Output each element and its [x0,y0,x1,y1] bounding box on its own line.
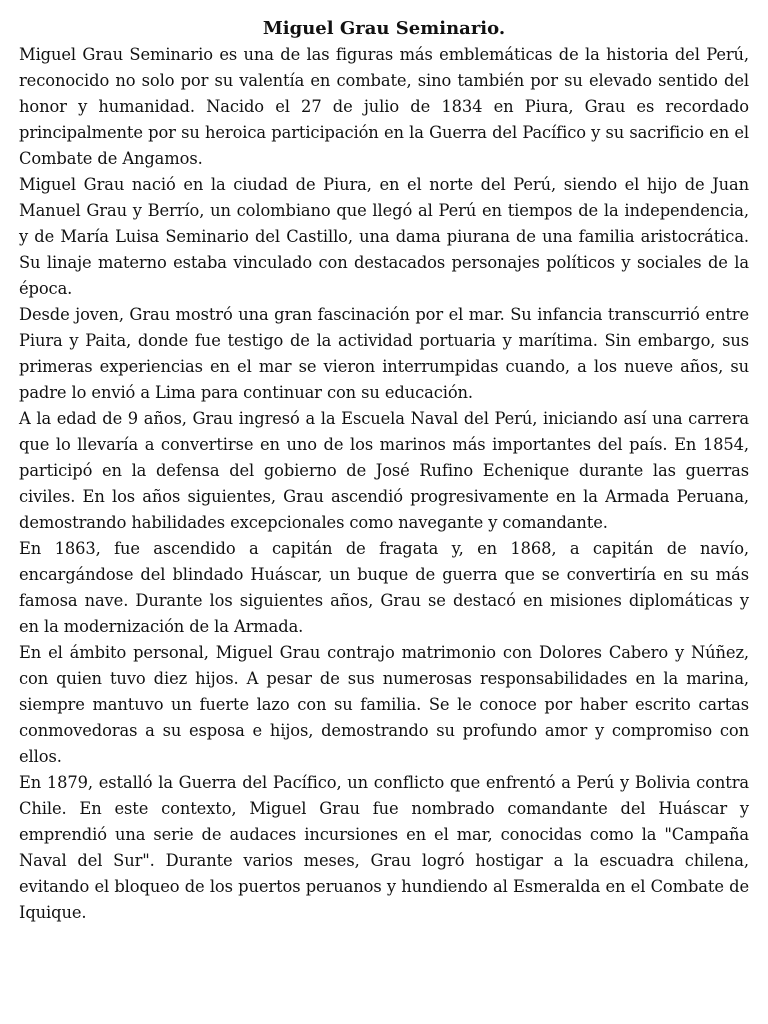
paragraph: Miguel Grau Seminario es una de las figuras más emblemáticas de la historia del Perú, reconocido no solo por su valentía en combate, sino también por su elevado sentido del honor y humanidad. Nacido el 27 de julio de 1834 en Piura, Grau es recordado principalmente por su heroica participación en la Guerra del Pacífico y su sacrificio en el Combate de Angamos. [19,45,749,168]
paragraph: En el ámbito personal, Miguel Grau contrajo matrimonio con Dolores Cabero y Núñez, con quien tuvo diez hijos. A pesar de sus numerosas responsabilidades en la marina, siempre mantuvo un fuerte lazo con su familia. Se le conoce por haber escrito cartas conmovedoras a su esposa e hijos, demostrando su profundo amor y compromiso con ellos. [19,643,749,766]
paragraph: A la edad de 9 años, Grau ingresó a la Escuela Naval del Perú, iniciando así una carrera que lo llevaría a convertirse en uno de los marinos más importantes del país. En 1854, participó en la defensa del gobierno de José Rufino Echenique durante las guerras civiles. En los años siguientes, Grau ascendió progresivamente en la Armada Peruana, demostrando habilidades excepcionales como navegante y comandante. [19,409,749,532]
paragraph: Desde joven, Grau mostró una gran fascinación por el mar. Su infancia transcurrió entre Piura y Paita, donde fue testigo de la actividad portuaria y marítima. Sin embargo, sus primeras experiencias en el mar se vieron interrumpidas cuando, a los nueve años, su padre lo envió a Lima para continuar con su educación. [19,305,749,402]
document-title: Miguel Grau Seminario. [262,18,506,39]
document-body [19,42,749,926]
paragraph: En 1863, fue ascendido a capitán de fragata y, en 1868, a capitán de navío, encargándose del blindado Huáscar, un buque de guerra que se convertiría en su más famosa nave. Durante los siguientes años, Grau se destacó en misiones diplomáticas y en la modernización de la Armada. [19,539,749,636]
paragraph: Miguel Grau nació en la ciudad de Piura, en el norte del Perú, siendo el hijo de Juan Manuel Grau y Berrío, un colombiano que llegó al Perú en tiempos de la independencia, y de María Luisa Seminario del Castillo, una dama piurana de una familia aristocrática. Su linaje materno estaba vinculado con destacados personajes políticos y sociales de la época. [19,175,749,298]
paragraph: En 1879, estalló la Guerra del Pacífico, un conflicto que enfrentó a Perú y Bolivia contra Chile. En este contexto, Miguel Grau fue nombrado comandante del Huáscar y emprendió una serie de audaces incursiones en el mar, conocidas como la "Campaña Naval del Sur". Durante varios meses, Grau logró hostigar a la escuadra chilena, evitando el bloqueo de los puertos peruanos y hundiendo al Esmeralda en el Combate de Iquique. [19,773,749,922]
